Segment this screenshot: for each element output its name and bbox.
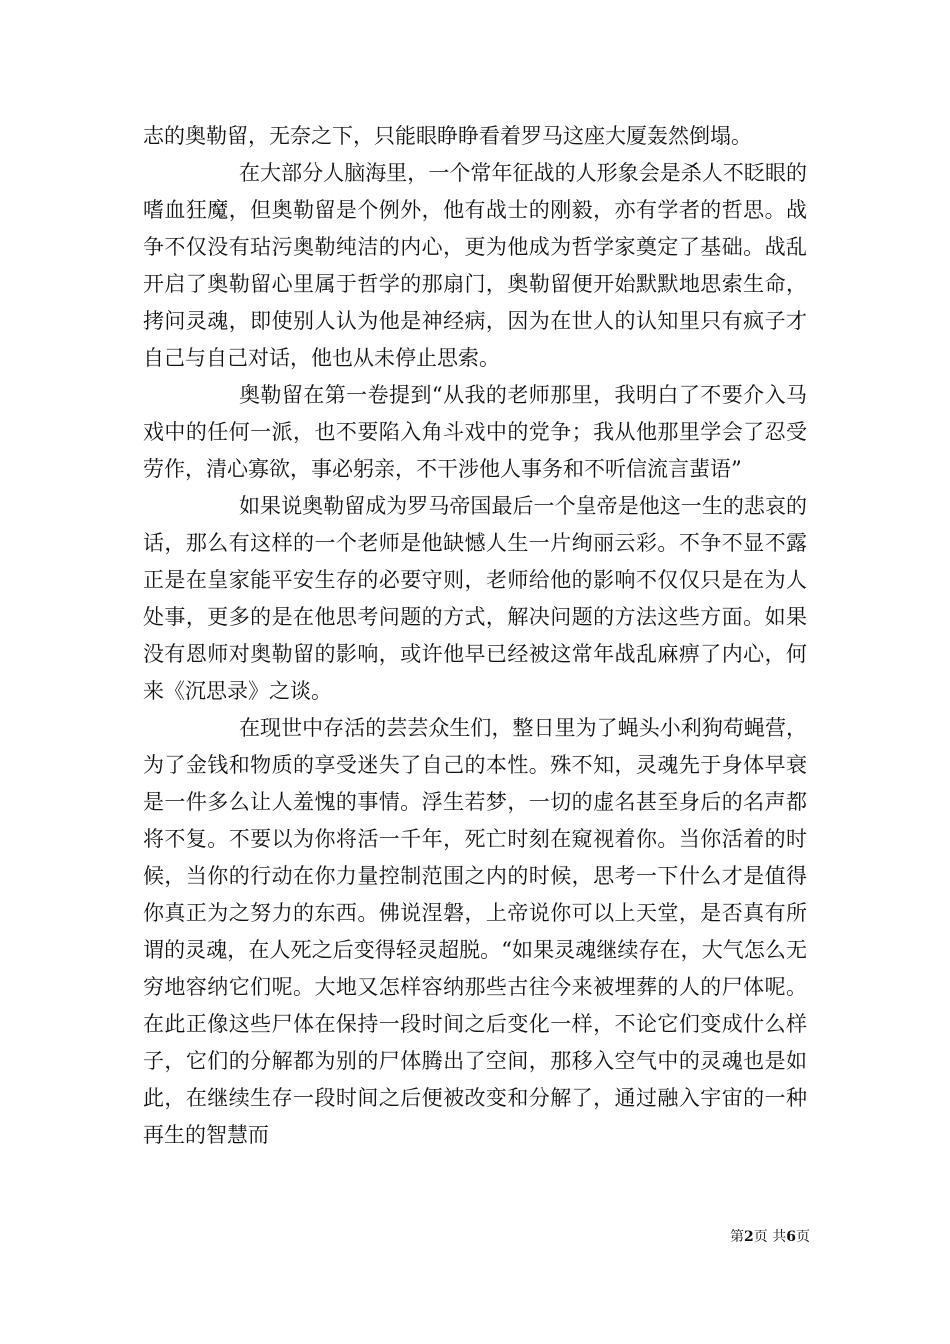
total-pages-number: 6 [786, 1229, 796, 1245]
page-number-footer [700, 1228, 810, 1246]
footer-suffix: 页 [796, 1229, 810, 1245]
paragraph-continuation: 志的奥勒留，无奈之下，只能眼睁睁看着罗马这座大厦轰然倒塌。 [143, 124, 752, 148]
paragraph: 奥勒留在第一卷提到“从我的老师那里，我明白了不要介入马戏中的任何一派，也不要陷入角斗戏中的党争；我从他那里学会了忍受劳作，清心寡欲，事必躬亲，不干涉他人事务和不听信流言蜚语” [143, 383, 807, 481]
document-body [143, 118, 807, 1154]
paragraph: 如果说奥勒留成为罗马帝国最后一个皇帝是他这一生的悲哀的话，那么有这样的一个老师是他缺憾人生一片绚丽云彩。不争不显不露正是在皇家能平安生存的必要守则，老师给他的影响不仅仅只是在为人处事，更多的是在他思考问题的方式，解决问题的方法这些方面。如果没有恩师对奥勒留的影响，或许他早已经被这常年战乱麻痹了内心，何来《沉思录》之谈。 [143, 494, 807, 703]
current-page-number: 2 [744, 1229, 754, 1245]
paragraph: 在大部分人脑海里，一个常年征战的人形象会是杀人不眨眼的嗜血狂魔，但奥勒留是个例外，他有战士的刚毅，亦有学者的哲思。战争不仅没有玷污奥勒纯洁的内心，更为他成为哲学家奠定了基础。战乱开启了奥勒留心里属于哲学的那扇门，奥勒留便开始默默地思索生命，拷问灵魂，即使别人认为他是神经病，因为在世人的认知里只有疯子才自己与自己对话，他也从未停止思索。 [143, 161, 807, 370]
paragraph: 在现世中存活的芸芸众生们，整日里为了蝇头小利狗苟蝇营，为了金钱和物质的享受迷失了自己的本性。殊不知，灵魂先于身体早衰是一件多么让人羞愧的事情。浮生若梦，一切的虚名甚至身后的名声都将不复。不要以为你将活一千年，死亡时刻在窥视着你。当你活着的时候，当你的行动在你力量控制范围之内的时候，思考一下什么才是值得你真正为之努力的东西。佛说涅磐，上帝说你可以上天堂，是否真有所谓的灵魂，在人死之后变得轻灵超脱。“如果灵魂继续存在，大气怎么无穷地容纳它们呢。大地又怎样容纳那些古往今来被埋葬的人的尸体呢。在此正像这些尸体在保持一段时间之后变化一样，不论它们变成什么样子，它们的分解都为别的尸体腾出了空间，那移入空气中的灵魂也是如此，在继续生存一段时间之后便被改变和分解了，通过融入宇宙的一种再生的智慧而 [143, 716, 807, 1147]
footer-middle: 页 共 [753, 1229, 787, 1245]
footer-prefix: 第 [730, 1229, 745, 1245]
